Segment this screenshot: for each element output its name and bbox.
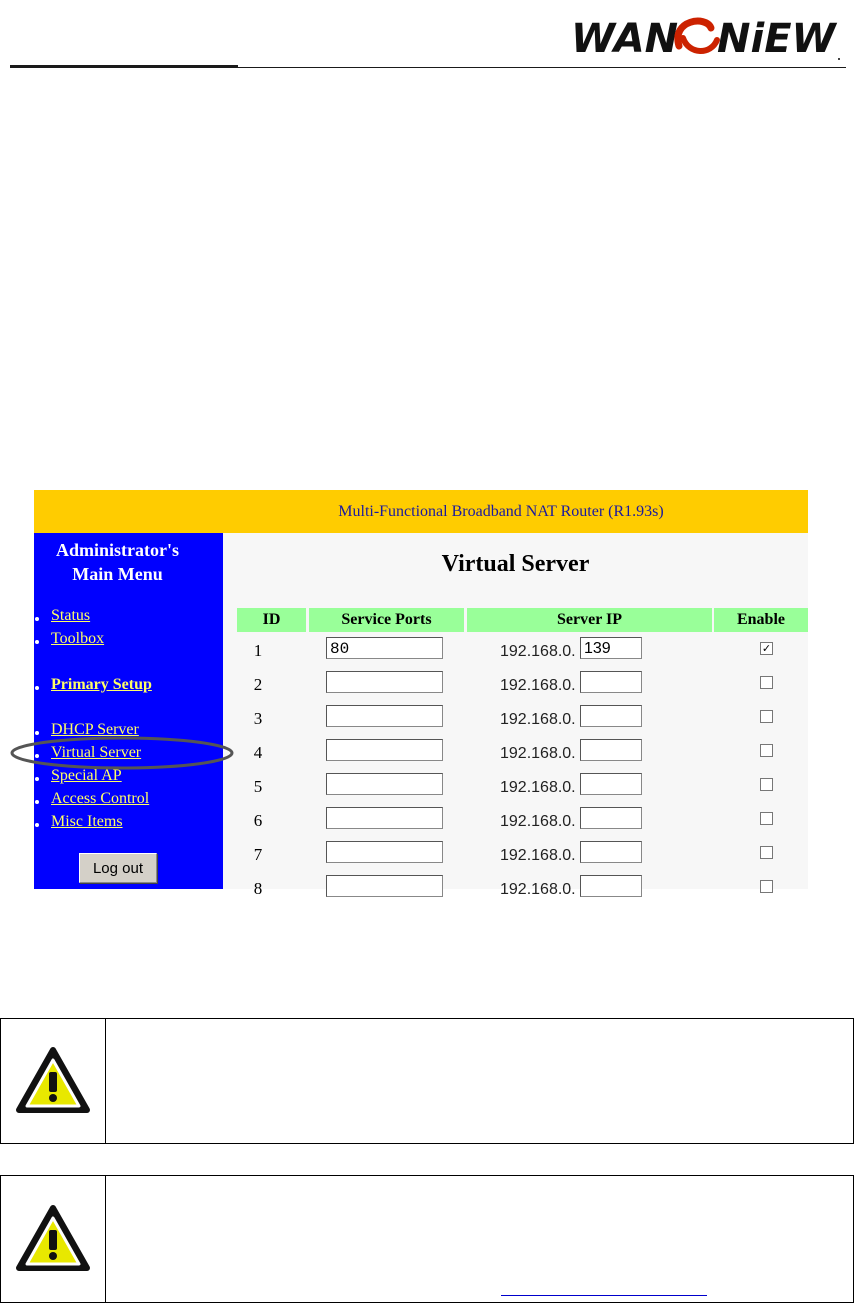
hyperlink-underline[interactable] <box>501 1295 707 1296</box>
service-port-input[interactable]: 80 <box>326 637 443 659</box>
column-header-service-ports: Service Ports <box>309 608 464 632</box>
service-port-input[interactable] <box>326 875 443 897</box>
row-id: 8 <box>253 879 263 898</box>
menu-link-access-control[interactable]: Access Control <box>51 790 150 807</box>
menu-link-misc-items[interactable]: Misc Items <box>51 813 123 830</box>
server-ip-prefix: 192.168.0. <box>500 813 576 830</box>
router-screenshot <box>34 490 808 898</box>
enable-checkbox[interactable] <box>760 710 773 723</box>
highlight-ellipse <box>10 734 238 772</box>
warning-icon <box>15 1046 91 1116</box>
enable-checkbox[interactable] <box>760 880 773 893</box>
enable-checkbox[interactable] <box>760 744 773 757</box>
table-row <box>223 739 808 769</box>
sidebar-title-line1: Administrator's <box>56 540 179 560</box>
enable-checkbox[interactable] <box>760 812 773 825</box>
server-ip-prefix: 192.168.0. <box>500 847 576 864</box>
row-id: 1 <box>253 641 263 660</box>
bullet-icon <box>35 640 39 644</box>
menu-item-access-control[interactable] <box>34 789 149 809</box>
server-ip-prefix: 192.168.0. <box>500 643 576 660</box>
server-ip-last-octet-input[interactable] <box>580 705 642 727</box>
warning-icon <box>15 1204 91 1274</box>
menu-link-toolbox[interactable]: Toolbox <box>51 630 105 647</box>
virtual-server-panel <box>223 533 808 898</box>
bullet-icon <box>35 823 39 827</box>
admin-sidebar <box>34 533 223 889</box>
menu-item-toolbox[interactable] <box>34 629 104 649</box>
service-port-input[interactable] <box>326 671 443 693</box>
svg-text:NiEW: NiEW <box>717 16 836 62</box>
server-ip-last-octet-input[interactable] <box>580 739 642 761</box>
service-port-input[interactable] <box>326 807 443 829</box>
service-port-input[interactable] <box>326 739 443 761</box>
table-row <box>223 671 808 701</box>
menu-link-virtual-server[interactable]: Virtual Server <box>51 744 142 761</box>
enable-checkbox[interactable] <box>760 846 773 859</box>
service-port-input[interactable] <box>326 841 443 863</box>
logout-button[interactable]: Log out <box>79 853 157 883</box>
row-id: 4 <box>253 743 263 762</box>
warning-icon-cell <box>1 1176 106 1302</box>
server-ip-last-octet-input[interactable] <box>580 841 642 863</box>
server-ip-last-octet-input[interactable] <box>580 671 642 693</box>
bullet-icon <box>35 777 39 781</box>
menu-item-primary-setup[interactable] <box>34 675 152 695</box>
banner-title: Multi-Functional Broadband NAT Router (R1.93s) <box>338 502 664 520</box>
table-row <box>223 841 808 871</box>
menu-link-primary-setup[interactable]: Primary Setup <box>51 676 152 693</box>
svg-text:WAN: WAN <box>571 16 679 62</box>
server-ip-prefix: 192.168.0. <box>500 779 576 796</box>
warning-icon-cell <box>1 1019 106 1143</box>
server-ip-last-octet-input[interactable]: 139 <box>580 637 642 659</box>
enable-checkbox[interactable] <box>760 676 773 689</box>
table-row <box>223 807 808 837</box>
bullet-icon <box>35 686 39 690</box>
server-ip-prefix: 192.168.0. <box>500 881 576 898</box>
bullet-icon <box>35 617 39 621</box>
menu-item-status[interactable] <box>34 606 90 626</box>
column-header-id: ID <box>237 608 306 632</box>
menu-link-dhcp-server[interactable]: DHCP Server <box>51 721 139 738</box>
server-ip-prefix: 192.168.0. <box>500 711 576 728</box>
row-id: 3 <box>253 709 263 728</box>
enable-checkbox[interactable]: ✓ <box>761 642 772 655</box>
server-ip-last-octet-input[interactable] <box>580 773 642 795</box>
warning-box <box>0 1018 854 1144</box>
menu-link-status[interactable]: Status <box>51 607 91 624</box>
router-banner <box>34 490 808 533</box>
logo-mark <box>838 58 840 60</box>
bullet-icon <box>35 800 39 804</box>
server-ip-last-octet-input[interactable] <box>580 875 642 897</box>
service-port-input[interactable] <box>326 705 443 727</box>
sidebar-title-line2: Main Menu <box>72 564 163 584</box>
server-ip-prefix: 192.168.0. <box>500 677 576 694</box>
table-row <box>223 705 808 735</box>
menu-item-misc-items[interactable] <box>34 812 123 832</box>
column-header-server-ip: Server IP <box>467 608 712 632</box>
row-id: 6 <box>253 811 263 830</box>
menu-link-special-ap[interactable]: Special AP <box>51 767 122 784</box>
column-header-enable: Enable <box>714 608 808 632</box>
table-row <box>223 637 808 667</box>
server-ip-prefix: 192.168.0. <box>500 745 576 762</box>
row-id: 2 <box>253 675 263 694</box>
header-rule <box>10 67 846 68</box>
service-port-input[interactable] <box>326 773 443 795</box>
row-id: 7 <box>253 845 263 864</box>
table-row <box>223 875 808 905</box>
page-title: Virtual Server <box>441 551 590 577</box>
row-id: 5 <box>253 777 263 796</box>
warning-box <box>0 1175 854 1303</box>
enable-checkbox[interactable] <box>760 778 773 791</box>
wansview-logo <box>571 10 843 64</box>
table-row <box>223 773 808 803</box>
sidebar-title <box>34 538 201 586</box>
server-ip-last-octet-input[interactable] <box>580 807 642 829</box>
